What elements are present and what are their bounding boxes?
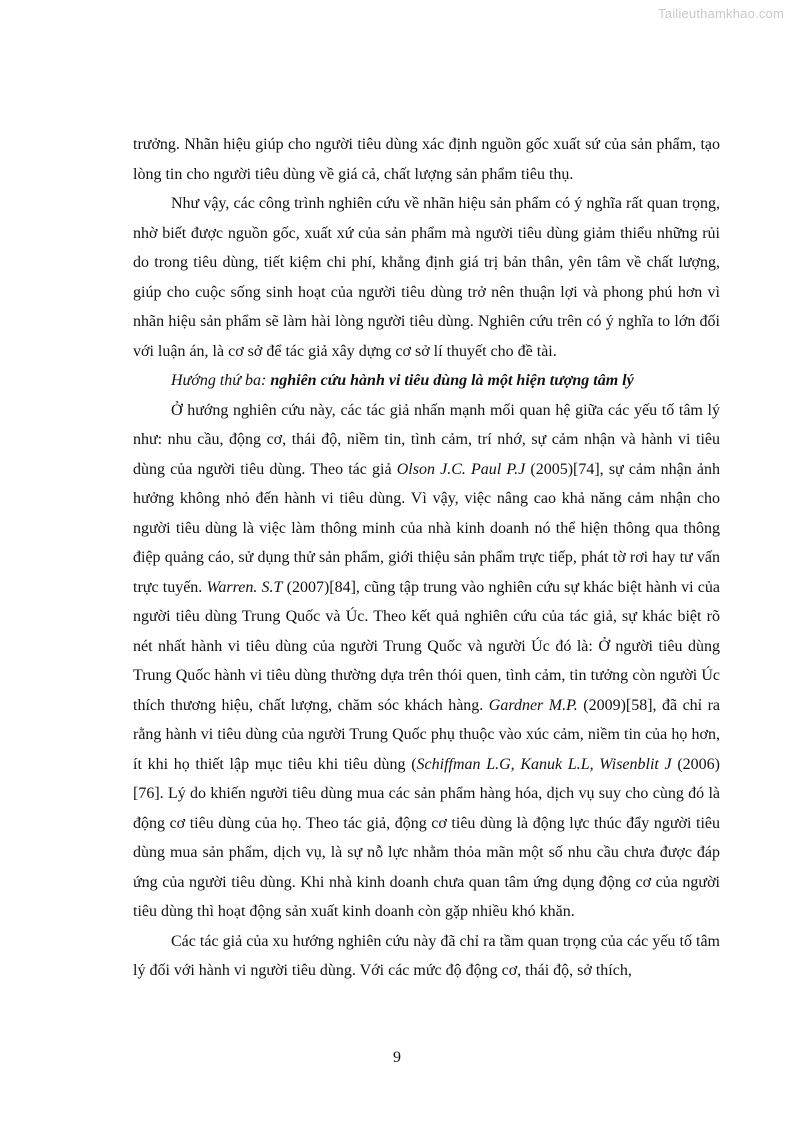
citation-author-warren: Warren. S.T bbox=[206, 578, 283, 596]
heading-topic: nghiên cứu hành vi tiêu dùng là một hiện tượng tâm lý bbox=[270, 372, 634, 389]
paragraph-3-text-1: Ở hướng nghiên cứu này, các tác giả nhấn mạnh mối quan hệ giữa các yếu tố tâm lý như: nhu cầu, động cơ, thái độ, niềm tin, tình cảm, trí nhớ, sự cảm nhận và hành vi tiêu dùng của người tiêu dùng. Theo tác giả bbox=[133, 401, 720, 478]
page-number: 9 bbox=[393, 1049, 401, 1066]
paragraph-3-text-5: (2006)[76]. Lý do khiến người tiêu dùng mua các sản phẩm hàng hóa, dịch vụ suy cho cùng đó là động cơ tiêu dùng của họ. Theo tác giả, động cơ tiêu dùng là động lực thúc đẩy người tiêu dùng mua sản phẩm, dịch vụ, là sự nỗ lực nhằm thỏa mãn một số nhu cầu chưa được đáp ứng của người tiêu dùng. Khi nhà kinh doanh chưa quan tâm ứng dụng động cơ của người tiêu dùng thì hoạt động sản xuất kinh doanh còn gặp nhiều khó khăn. bbox=[133, 755, 721, 920]
paragraph-3 bbox=[133, 396, 720, 927]
document-body bbox=[133, 130, 720, 986]
paragraph-3-text-3: (2007)[84], cũng tập trung vào nghiên cứu sự khác biệt hành vi của người tiêu dùng Trung Quốc và Úc. Theo kết quả nghiên cứu của tác giả, sự khác biệt rõ nét nhất hành vi tiêu dùng của người Trung Quốc và người Úc đó là: Ở người tiêu dùng Trung Quốc hành vi tiêu dùng thường dựa trên thói quen, tình cảm, tin tưởng còn người Úc thích thương hiệu, chất lượng, chăm sóc khách hàng. bbox=[133, 578, 721, 714]
paragraph-1: trưởng. Nhãn hiệu giúp cho người tiêu dùng xác định nguồn gốc xuất sứ của sản phẩm, tạo lòng tin cho người tiêu dùng về giá cả, chất lượng sản phẩm tiêu thụ. bbox=[133, 136, 720, 183]
heading-lead: Hướng thứ ba: bbox=[171, 372, 271, 389]
paragraph-3-text-2: (2005)[74], sự cảm nhận ảnh hưởng không nhỏ đến hành vi tiêu dùng. Vì vậy, việc nâng cao khả năng cảm nhận cho người tiêu dùng là việc làm thông minh của nhà kinh doanh nó thể hiện thông qua thông điệp quảng cáo, sử dụng thử sản phẩm, giới thiệu sản phẩm trực tiếp, phát tờ rơi hay tư vấn trực tuyến. bbox=[133, 460, 721, 596]
citation-author-schiffman: Schiffman L.G, Kanuk L.L, Wisenblit J bbox=[416, 755, 672, 773]
section-heading bbox=[133, 366, 720, 396]
paragraph-3-text-4: (2009)[58], đã chỉ ra rằng hành vi tiêu dùng của người Trung Quốc phụ thuộc vào xúc cảm, niềm tin của họ hơn, ít khi họ thiết lập mục tiêu khi tiêu dùng ( bbox=[133, 696, 721, 773]
paragraph-4: Các tác giả của xu hướng nghiên cứu này đã chỉ ra tầm quan trọng của các yếu tố tâm lý đối với hành vi người tiêu dùng. Với các mức độ động cơ, thái độ, sở thích, bbox=[133, 932, 720, 979]
paragraph-2: Như vậy, các công trình nghiên cứu về nhãn hiệu sản phẩm có ý nghĩa rất quan trọng, nhờ biết được nguồn gốc, xuất xứ của sản phẩm mà người tiêu dùng giảm thiểu những rủi do trong tiêu dùng, tiết kiệm chi phí, khẳng định giá trị bản thân, yên tâm về chất lượng, giúp cho cuộc sống sinh hoạt của người tiêu dùng trở nên thuận lợi và phong phú hơn vì nhãn hiệu sản phẩm sẽ làm hài lòng người tiêu dùng. Nghiên cứu trên có ý nghĩa to lớn đối với luận án, là cơ sở để tác giả xây dựng cơ sở lí thuyết cho đề tài. bbox=[133, 195, 720, 360]
watermark: Tailieuthamkhao.com bbox=[658, 6, 784, 21]
citation-author-olson: Olson J.C. Paul P.J bbox=[396, 460, 526, 478]
citation-author-gardner: Gardner M.P. bbox=[488, 696, 578, 714]
